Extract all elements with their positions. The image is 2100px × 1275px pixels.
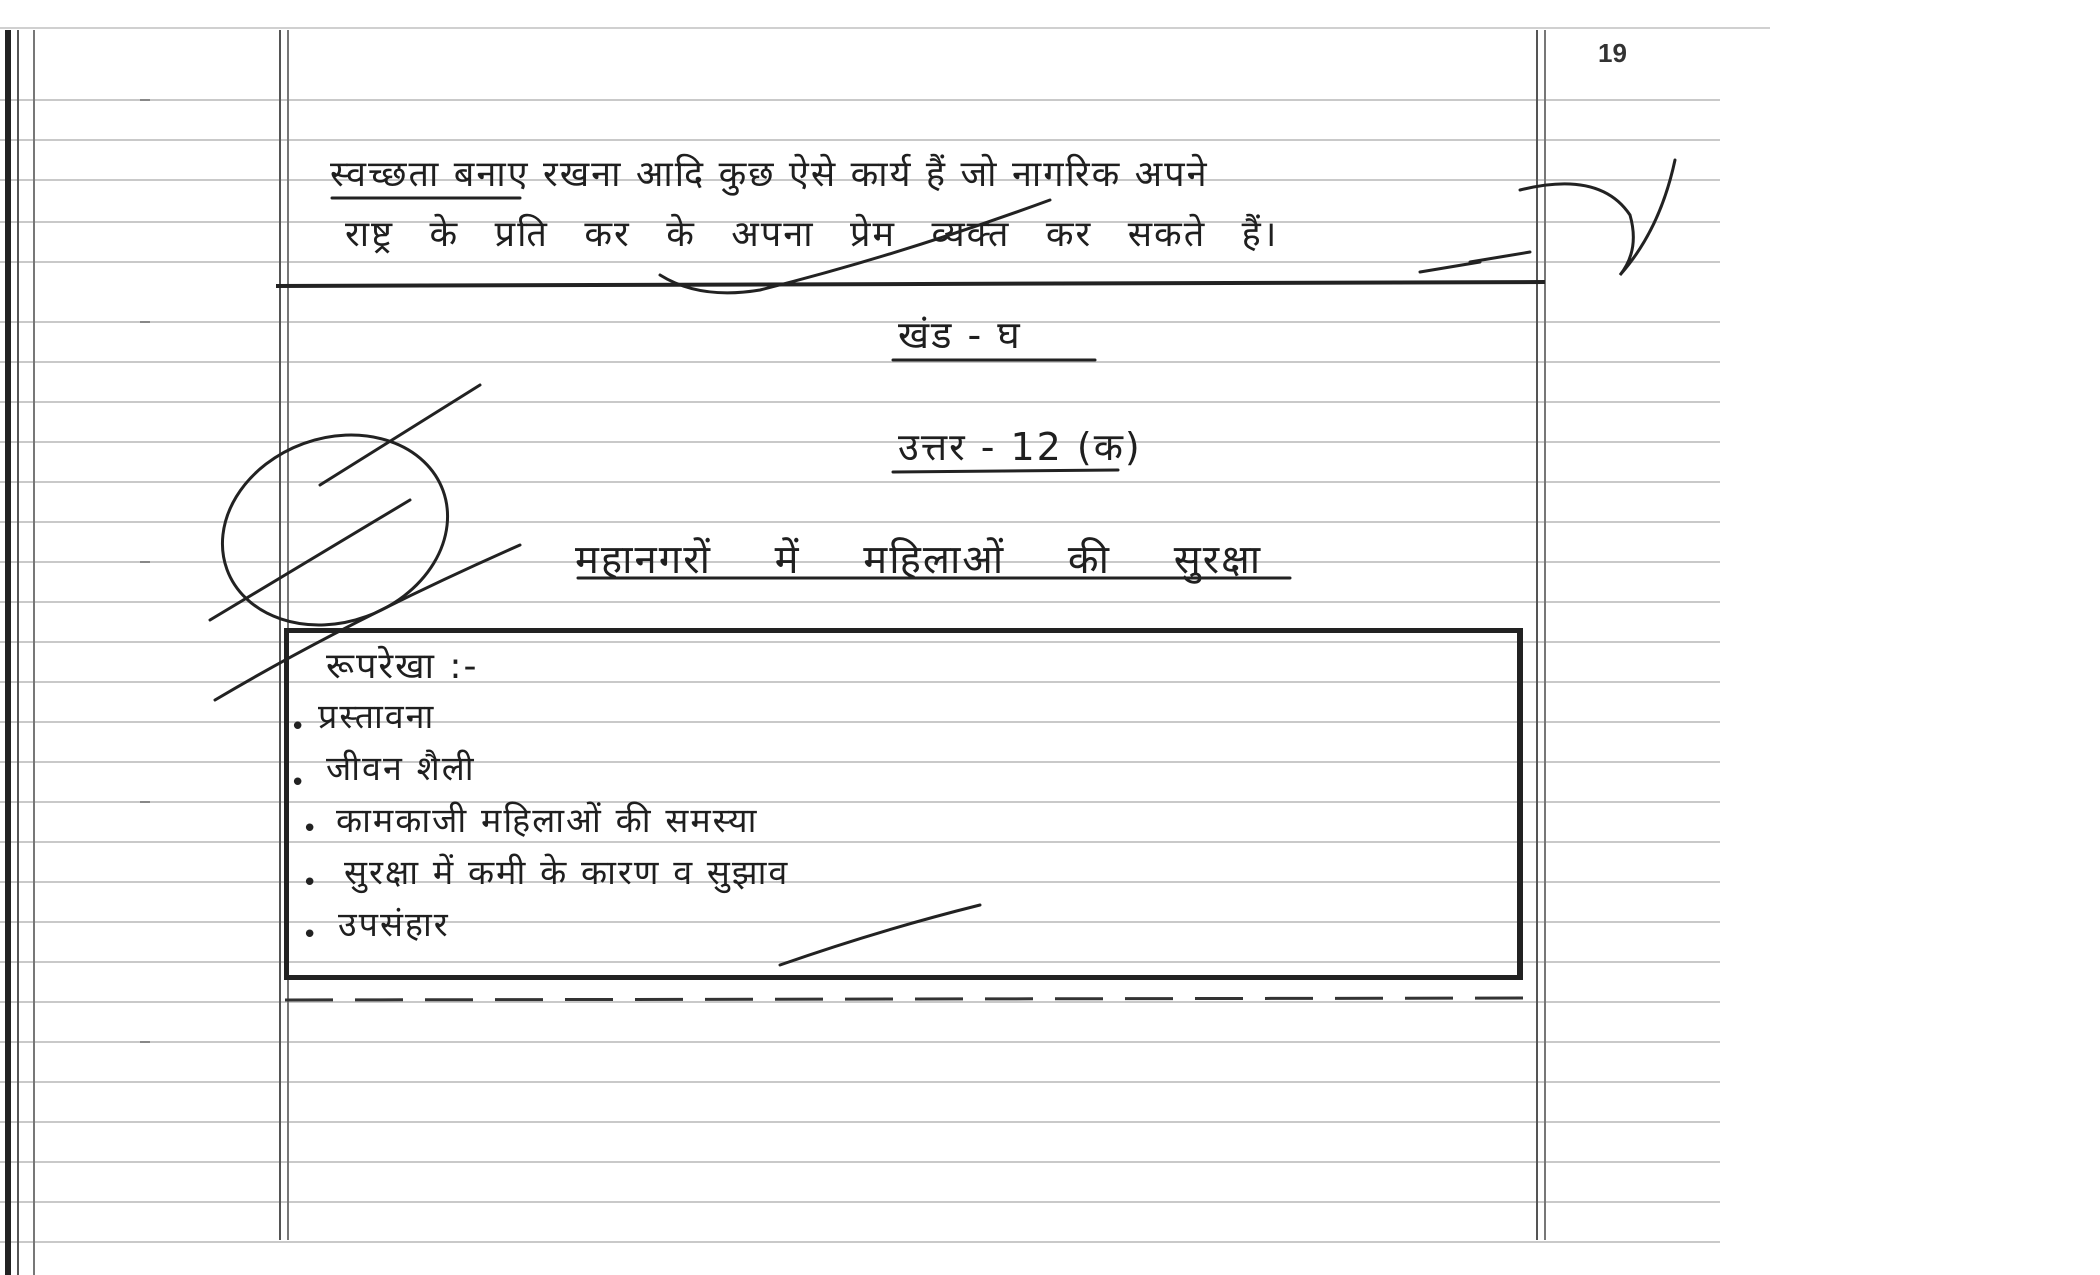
outline-item: प्रस्तावना xyxy=(318,697,436,737)
essay-title: महानगरों में महिलाओं की सुरक्षा xyxy=(575,537,1263,583)
answer-number: उत्तर - 12 (क) xyxy=(898,425,1142,469)
bullet-icon: • xyxy=(290,712,306,742)
bullet-icon: • xyxy=(302,920,318,950)
outline-item: सुरक्षा में कमी के कारण व सुझाव xyxy=(344,853,790,893)
section-heading: खंड - घ xyxy=(898,313,1022,357)
outline-heading: रूपरेखा :- xyxy=(326,646,479,687)
bullet-icon: • xyxy=(302,868,318,898)
bullet-icon: • xyxy=(290,768,306,798)
outline-item: उपसंहार xyxy=(338,905,450,945)
answer-text-line-1: स्वच्छता बनाए रखना आदि कुछ ऐसे कार्य हैं जो नागरिक अपने xyxy=(330,154,1209,195)
page-number: 19 xyxy=(1598,38,1627,68)
outline-item: कामकाजी महिलाओं की समस्या xyxy=(336,801,759,841)
outline-item: जीवन शैली xyxy=(326,749,476,789)
answer-text-line-2: राष्ट्र के प्रति कर के अपना प्रेम व्यक्त कर सकते हैं। xyxy=(345,214,1279,255)
bullet-icon: • xyxy=(302,814,318,844)
